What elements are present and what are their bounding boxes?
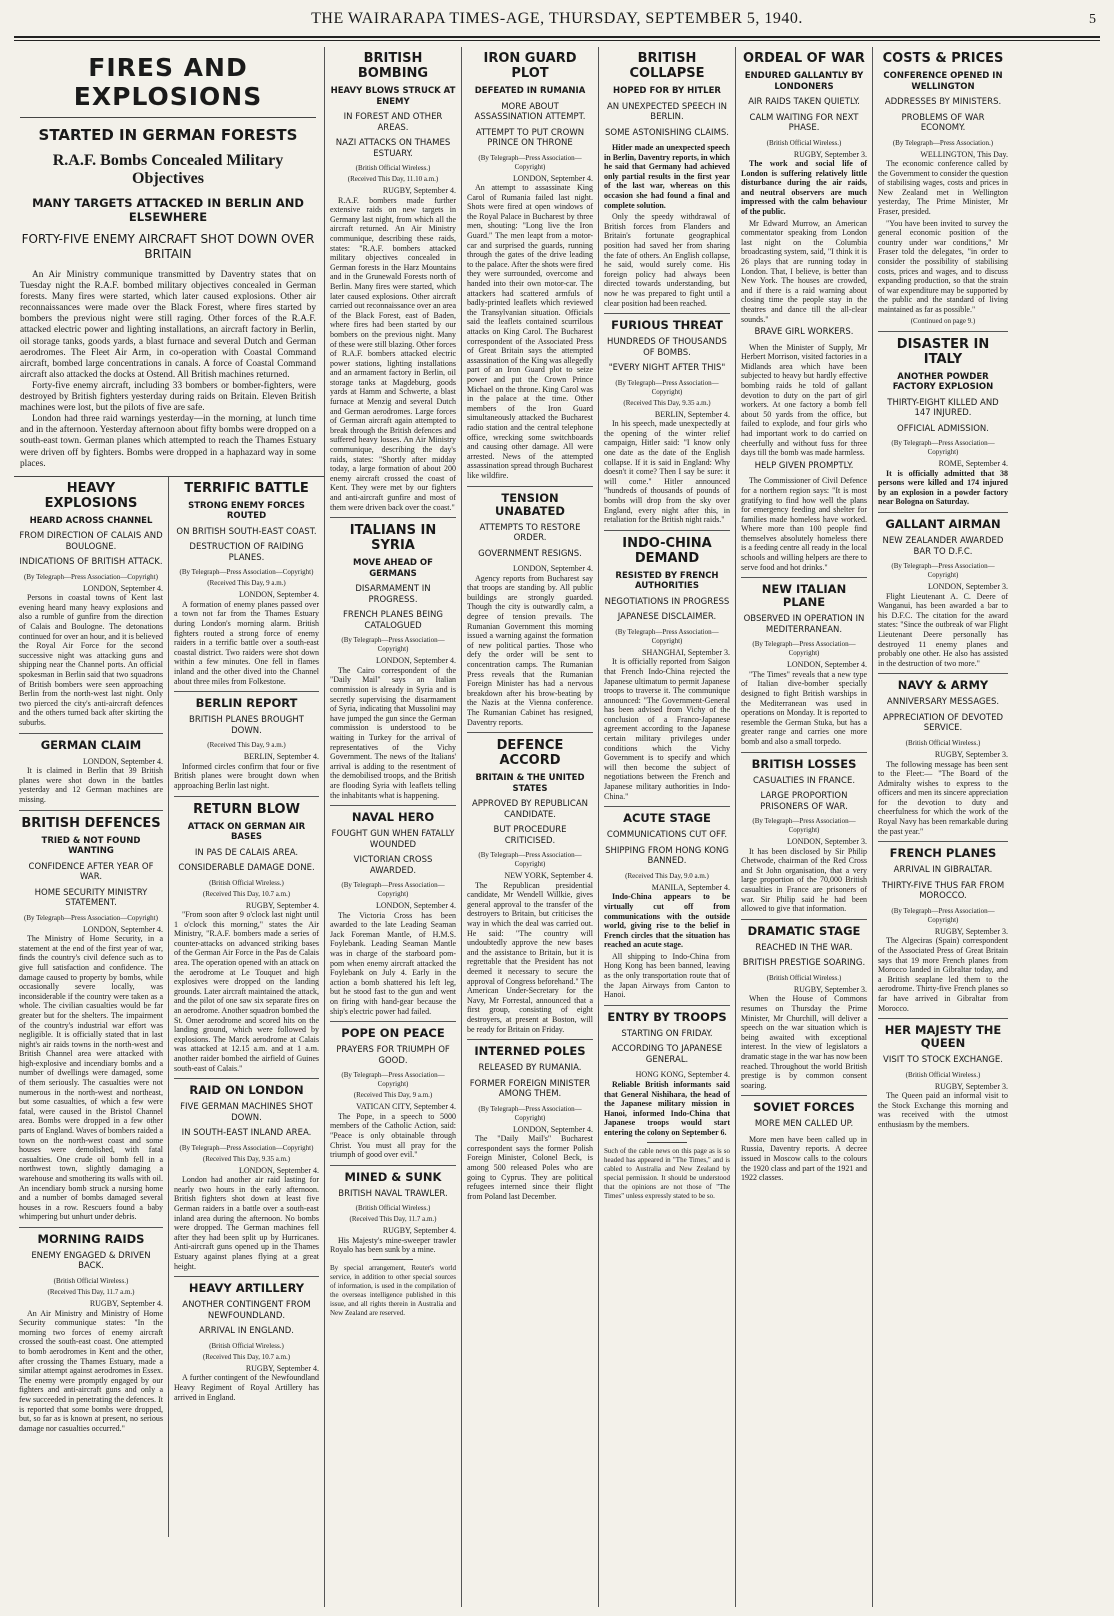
subhead: SHIPPING FROM HONG KONG BANNED.: [605, 845, 729, 867]
subhead: HEAVY BLOWS STRUCK AT ENEMY: [330, 86, 456, 107]
headline: NEW ITALIAN PLANE: [761, 582, 847, 610]
received-time: (Received This Day, 9 a.m.): [207, 741, 286, 750]
article-text: The Queen paid an informal visit to the Stock Exchange this morning and was received with the utmost enthusiasm by the members.: [878, 1091, 1008, 1129]
article-text: "The Times" reveals that a new type of Italian dive-bomber specially designed to fight British warships in the Mediterranean was used in operations on Monday. It is reported to resemble the German Stuka, but has a greater range and carries one more bomb and also a small torpedo.: [741, 669, 867, 746]
subhead: BRAVE GIRL WORKERS.: [754, 327, 854, 338]
article-text: When the Minister of Supply, Mr Herbert Morrison, visited factories in a Midlands area which have been subjected to heavy but hardly effective bombing raids he told of gallant devotion to duty on the part of girl workers. At one factory a bomb fell about 50 yards from the office, but failed to explode, and four girls who had important work to do carried on cheerfully and without fuss for three days till the bomb was made harmless.: [741, 342, 867, 458]
article-text: It is officially reported from Saigon that French Indo-China rejected the Japanese ultimatum to permit Japanese troops to traverse it. The communique announced: "The Government-General has been advised from Vichy of the conclusion of a Franco-Japanese agreement according to the Japanese certain military privileges under conditions which the Vichy Government is to specify and which will then become the subject of negotiations between the French and Japanese military authorities in Indo-China.": [604, 657, 730, 801]
dateline: BERLIN, September 4.: [243, 752, 319, 762]
continued-note: (Continued on page 9.): [910, 316, 976, 325]
credit: (By Telegraph—Press Association—Copyright): [891, 906, 995, 924]
headline: SOVIET FORCES: [753, 1100, 855, 1115]
subhead: VISIT TO STOCK EXCHANGE.: [883, 1055, 1003, 1066]
dateline: LONDON, September 4.: [513, 173, 593, 183]
subhead: ARRIVAL IN GIBRALTAR.: [893, 865, 993, 876]
lead-deck: MANY TARGETS ATTACKED IN BERLIN AND ELSEWHERE: [32, 196, 304, 224]
masthead-title: THE WAIRARAPA TIMES-AGE, THURSDAY, SEPTEMBER 5, 1940.: [311, 10, 803, 27]
subhead: DESTRUCTION OF RAIDING PLANES.: [189, 542, 304, 563]
received-time: (Received This Day, 11.7 a.m.): [47, 1287, 135, 1296]
headline: BRITISH COLLAPSE: [629, 51, 705, 81]
subhead: JAPANESE DISCLAIMER.: [617, 612, 717, 623]
subhead: ANNIVERSARY MESSAGES.: [886, 697, 1000, 708]
received-time: (Received This Day, 11.7 a.m.): [349, 1215, 437, 1224]
column-b: [169, 477, 324, 1537]
subhead: ADDRESSES BY MINISTERS.: [884, 97, 1002, 107]
dateline: RUGBY, September 3.: [934, 926, 1008, 936]
subhead: NEGOTIATIONS IN PROGRESS: [604, 596, 730, 607]
subhead: CONFERENCE OPENED IN WELLINGTON: [883, 71, 1003, 92]
credit: (British Official Wireless.): [905, 1070, 981, 1079]
article-text: A further contingent of the Newfoundland Heavy Regiment of Royal Artillery has arrived in England.: [174, 1373, 319, 1402]
credit: (British Official Wireless.): [355, 164, 431, 172]
article-text: Hitler made an unexpected speech in Berlin, Daventry reports, in which he said that Germany had achieved only partial results in the first year of the last war, whereas on this occasion she had found a final and complete solution.: [604, 143, 730, 210]
article-text: All shipping to Indo-China from Hong Kong has been banned, leaving as the only transportation route that of the Japan Airways from Canton to Hanoi.: [604, 951, 730, 1000]
column-c: [325, 47, 462, 1607]
dateline: LONDON, September 4.: [239, 590, 319, 600]
subhead: RESISTED BY FRENCH AUTHORITIES: [615, 570, 719, 592]
received-time: (Received This Day, 9 a.m.): [353, 1091, 433, 1100]
dateline: LONDON, September 4.: [83, 924, 163, 934]
article-text: The Republican presidential candidate, Mr Wendell Willkie, gives general approval to the transfer of the destroyers to Britain, but criticises the way in which the deal was carried out. He said: "The country will undoubtedly approve the new bases and the assistance to Britain, but it is regrettable that the President has not deemed it necessary to secure the approval of Congress beforehand." The American Under-Secretary for the Navy, Mr Forrestal, announced that a first group, consisting of eight destroyers, at present at Boston, will be ready for Britain on Friday.: [467, 880, 593, 1034]
headline: HEAVY EXPLOSIONS: [44, 480, 138, 511]
subhead: TRIED & NOT FOUND WANTING: [41, 835, 141, 857]
subhead: GOVERNMENT RESIGNS.: [478, 548, 582, 559]
received-time: (Received This Day, 10.7 a.m.): [202, 1352, 291, 1361]
credit: (By Telegraph—Press Association—Copyright): [179, 568, 314, 577]
footnote: By special arrangement, Reuter's world service, in addition to other special sources of information, is used in the compilation of the overseas intelligence published in this issue, and all rights therein in Australia and New Zealand are reserved.: [330, 1264, 456, 1318]
masthead: [14, 10, 1100, 32]
article-text: When the House of Commons resumes on Thursday the Prime Minister, Mr Churchill, will deliver a speech on the war situation which is being awaited with exceptional interest. In the view of legislators a dramatic stage in the war has now been reached. Throughout the world British prestige is by common consent soaring.: [741, 994, 867, 1090]
article-text: It has been disclosed by Sir Philip Chetwode, chairman of the Red Cross and St John organisation, that a very large proportion of the 70,000 British casualties in France are prisoners of war. Sir Philip said he had been allowed to give that information.: [741, 846, 867, 914]
dateline: RUGBY, September 4.: [382, 1226, 456, 1236]
subhead: MORE MEN CALLED UP.: [754, 1119, 854, 1130]
credit: (By Telegraph—Press Association—Copyright): [478, 153, 582, 171]
headline: ORDEAL OF WAR: [743, 51, 865, 66]
footnote: Such of the cable news on this page as is so headed has appeared in "The Times," and is cabled to Australia and New Zealand by special permission. It should be understood that the opinions are not those of "The Times" unless expressly stated to be so.: [604, 1146, 730, 1200]
headline: TENSION UNABATED: [495, 490, 565, 518]
received-time: (Received This Day, 9.0 a.m.): [625, 871, 709, 880]
subhead: PROBLEMS OF WAR ECONOMY.: [901, 112, 985, 133]
subhead: MORE ABOUT ASSASSINATION ATTEMPT.: [474, 101, 586, 122]
credit: (British Official Wireless.): [355, 1204, 431, 1213]
lead-paragraph: Forty-five enemy aircraft, including 33 bombers or bomber-fighters, were destroyed by British fighters yesterday during raids on Britain. Eleven British machines were lost, but the pilots of five are safe.: [20, 380, 316, 414]
article-text: The economic conference called by the Government to consider the question of stabilising wages, costs and prices in New Zealand met in Wellington yesterday, The Prime Minister, Mr Fraser, presided.: [878, 159, 1008, 217]
credit: (By Telegraph—Press Association—Copyright): [752, 817, 856, 835]
headline: FRENCH PLANES: [889, 846, 997, 861]
article-text: A formation of enemy planes passed over a town not far from the Thames Estuary during London's morning alarm. British fighters routed a strong force of enemy raiders in a terrific battle over a south-east coastal district. Two raiders were shot down within a few minutes. One fell in flames inland and the other dived into the Channel about three miles from Folkestone.: [174, 599, 319, 686]
subhead: HUNDREDS OF THOUSANDS OF BOMBS.: [607, 337, 727, 358]
article-text: An Air Ministry and Ministry of Home Security communique states: "In the morning two forces of enemy aircraft crossed the south-east coast. One attempted to bomb aerodromes in Kent and the other, after crossing the Thames Estuary, made a similar attempt against aerodromes in Essex. The enemy were promptly engaged by our fighters and anti-aircraft guns and only a few succeeded in penetrating the defences. It is reported that some bombs were dropped, but, so far as is known at present, no serious damage nor casualties occurred.": [19, 1308, 163, 1433]
article-text: London had another air raid lasting for nearly two hours in the early afternoon. British fighters shot down at least five German raiders in a battle over a south-east inland area during the afternoon. No bombs were dropped. The German machines fell after they had been split up by Hurricanes. Anti-aircraft guns opened up in the Thames Estuary against planes flying at a great height.: [174, 1175, 319, 1271]
subhead: ACCORDING TO JAPANESE GENERAL.: [611, 1044, 723, 1065]
received-time: (Received This Day, 9.35 a.m.): [202, 1154, 291, 1163]
dateline: RUGBY, September 4.: [245, 1363, 319, 1373]
dateline: HONG KONG, September 4.: [635, 1070, 730, 1080]
subhead: IN SOUTH-EAST INLAND AREA.: [181, 1128, 312, 1139]
headline: POPE ON PEACE: [341, 1026, 445, 1041]
dateline: LONDON, September 4.: [376, 901, 456, 911]
dateline: BERLIN, September 4.: [654, 409, 730, 419]
headline: RETURN BLOW: [193, 801, 300, 817]
article-text: Agency reports from Bucharest say that troops are standing by. All public buildings are strongly guarded. Though the city is outwardly calm, a degree of tension prevails. The Rumanian Government this morning issued a warning against the formation of new political parties. Those who defy the order will be sent to concentration camps. The Rumanian Press reveals that the Rumanian Foreign Minister has had a nervous breakdown after his brow-beating by the Nazis at the Vienna conference. The Rumanian Cabinet has resigned, Daventry reports.: [467, 573, 593, 727]
subhead: BRITISH PRESTIGE SOARING.: [742, 958, 866, 969]
subhead: SOME ASTONISHING CLAIMS.: [604, 127, 729, 138]
credit: (By Telegraph—Press Association—Copyright): [891, 439, 995, 457]
column-d: [462, 47, 599, 1607]
article-text: His Majesty's mine-sweeper trawler Royalo has been sunk by a mine.: [330, 1235, 456, 1255]
subhead: ATTACK ON GERMAN AIR BASES: [187, 821, 306, 842]
subhead: PRAYERS FOR TRIUMPH OF GOOD.: [336, 1045, 450, 1066]
dateline: WELLINGTON, This Day.: [920, 149, 1008, 159]
lead-paragraph: An Air Ministry communique transmitted by Daventry states that on Tuesday night the R.A.F. bombed military objectives concealed in German forests. Many fires were started, which later caused explosions. Other air reconnaissances were made over the Black Forest, where fires started by bombers the previous night were still raging. Other forces of the R.A.F. attacked electric power and lighting installations, an aircraft factory in Berlin, oil storage tanks, goods yards, a blast furnace and several Dutch and German aerodromes. The Fleet Air Arm, in co-operation with Coastal Command aircraft, bombed large concentrations in canals. A force of Coastal Command aircraft also attacked the docks at Ostend. All British machines returned.: [20, 270, 316, 380]
headline: BRITISH BOMBING: [357, 51, 429, 81]
headline: INTERNED POLES: [474, 1044, 586, 1059]
dateline: RUGBY, September 3.: [934, 749, 1008, 759]
page-number: 5: [1089, 12, 1096, 27]
credit: (British Official Wireless.): [905, 738, 981, 747]
subhead: BRITISH PLANES BROUGHT DOWN.: [189, 715, 304, 736]
subhead: THIRTY-EIGHT KILLED AND 147 INJURED.: [887, 397, 999, 419]
article-text: The Cairo correspondent of the "Daily Mail" says an Italian commission is already in Syria and is secretly supervising the disarmament of Syria, indicating that Mussolini may have jumped the gun since the German commission is understood to be waiting in Turkey for the arrival of representatives of the Vichy Government. The news of the Italians' arrival is adding to the resentment of the demobilised troops, and the British are flooding Syria with leaflets telling the inhabitants what is happening.: [330, 665, 456, 800]
credit: (British Official Wireless.): [209, 1341, 284, 1350]
lead-deck-2: FORTY-FIVE ENEMY AIRCRAFT SHOT DOWN OVER BRITAIN: [21, 232, 315, 261]
subhead: OFFICIAL ADMISSION.: [897, 423, 989, 434]
dateline: ROME, September 4.: [938, 459, 1008, 469]
subhead: HEARD ACROSS CHANNEL: [29, 515, 153, 526]
headline: TERRIFIC BATTLE: [184, 480, 309, 496]
dateline: RUGBY, September 3.: [793, 984, 867, 994]
subhead: BUT PROCEDURE CRITICISED.: [493, 825, 567, 846]
subhead: HELP GIVEN PROMPTLY.: [754, 460, 854, 471]
headline: DISASTER IN ITALY: [896, 336, 990, 367]
subhead: FIVE GERMAN MACHINES SHOT DOWN.: [180, 1102, 313, 1123]
article-text: The Algeciras (Spain) correspondent of the Associated Press of Great Britain says that 19 more French planes from Morocco landed in Gibraltar today, and a British seaplane led them to the aerodrome. Thirty-five French planes so far have arrived in Gibraltar from Morocco.: [878, 936, 1008, 1013]
credit: (By Telegraph—Press Association—Copyright): [341, 881, 445, 899]
article-text: It is officially admitted that 38 persons were killed and 174 injured by an explosion in a powder factory near Bologna on Saturday.: [878, 468, 1008, 507]
subhead: BRITISH NAVAL TRAWLER.: [338, 1188, 448, 1199]
subhead: AIR RAIDS TAKEN QUIETLY.: [748, 97, 860, 107]
headline: DRAMATIC STAGE: [747, 923, 861, 938]
lead-subhead: R.A.F. Bombs Concealed Military Objectives: [52, 152, 284, 187]
credit: (British Official Wireless.): [766, 138, 842, 147]
headline: HEAVY ARTILLERY: [188, 1281, 305, 1296]
dateline: LONDON, September 4.: [83, 756, 163, 766]
headline: NAVY & ARMY: [897, 678, 989, 693]
received-time: (Received This Day, 11.10 a.m.): [347, 175, 439, 183]
subhead: BRITAIN & THE UNITED STATES: [475, 773, 585, 794]
subhead: VICTORIAN CROSS AWARDED.: [353, 855, 433, 876]
subhead: ATTEMPTS TO RESTORE ORDER.: [479, 522, 581, 543]
subhead: THIRTY-FIVE THUS FAR FROM MOROCCO.: [881, 880, 1005, 902]
subhead: APPRECIATION OF DEVOTED SERVICE.: [882, 712, 1004, 734]
headline: HER MAJESTY THE QUEEN: [884, 1023, 1002, 1051]
article-text: The Victoria Cross has been awarded to the late Leading Seaman Jack Foreman Mantle, of H.M.S. Foylebank. Leading Seaman Mantle was in charge of the starboard pom-pom when enemy aircraft attacked the Foylebank on July 4. Early in the action a bomb shattered his left leg, but he stood fast to the gun and went on firing with hand-gear because the ship's electric power had failed.: [330, 910, 456, 1016]
headline: COSTS & PRICES: [882, 51, 1004, 66]
subhead: ENEMY ENGAGED & DRIVEN BACK.: [31, 1250, 151, 1272]
article-text: Persons in coastal towns of Kent last evening heard many heavy explosions and also a rumble of gunfire from the direction of Calais and Boulogne. The detonations continued for over an hour, and it is believed the Royal Air Force for the second successive night was attacking guns and shipping near the Channel ports. An official spokesman in Berlin said that two squadrons of British bombers were seen approaching Berlin from the north-west last night. Only two pierced the city's anti-aircraft defences and the others turned back after skirting the suburbs.: [19, 593, 163, 727]
headline: NAVAL HERO: [351, 810, 435, 825]
subhead: NEW ZEALANDER AWARDED BAR TO D.F.C.: [882, 536, 1004, 557]
headline: RAID ON LONDON: [189, 1083, 304, 1098]
dateline: MANILA, September 4.: [651, 882, 730, 892]
article-text: "From soon after 9 o'clock last night until 1 o'clock this morning," states the Air Ministry, "R.A.F. bombers made a series of counter-attacks on advanced striking bases of the German Air Force in the Pas de Calais area. The operation opened with an attack on the aerodrome at Le Touquet and high explosives were dropped on the landing grounds. Later aircraft maintained the attack, and the pilot of one saw six separate fires on an aerodrome. Another squadron bombed the St. Omer aerodrome and scored hits on the landing ground, which were followed by explosions. The Marck aerodrome at Calais was attacked at 12.15 a.m. and at 1 a.m. another raider bombed the airfield of Guines south-east of Calais.": [174, 910, 319, 1073]
article-text: Flight Lieutenant A. C. Deere of Wanganui, has been awarded a bar to his D.F.C. The citation for the award states: "Since the outbreak of war Flight Lieutenant Deere personally has destroyed 11 enemy planes and probably one other. He also has assisted in the destruction of two more.": [878, 591, 1008, 668]
subhead: NAZI ATTACKS ON THAMES ESTUARY.: [335, 138, 451, 159]
article-text: Indo-China appears to be virtually cut off from communications with the outside world, giving rise to the belief in French circles that the situation has reached an acute stage.: [604, 892, 730, 950]
dateline: LONDON, September 3.: [928, 582, 1008, 592]
subhead: CONFIDENCE AFTER YEAR OF WAR.: [28, 861, 154, 883]
subhead: CALM WAITING FOR NEXT PHASE.: [749, 112, 859, 133]
subhead: STARTING ON FRIDAY.: [621, 1028, 713, 1039]
subhead: ATTEMPT TO PUT CROWN PRINCE ON THRONE: [475, 127, 585, 148]
subhead: ARRIVAL IN ENGLAND.: [199, 1326, 294, 1337]
subhead: RELEASED BY RUMANIA.: [478, 1063, 582, 1074]
credit: (By Telegraph—Press Association—Copyright): [615, 627, 719, 645]
article-text: In his speech, made unexpectedly at the opening of the winter relief campaign, Hitler said: "I know only one date as the date of the English collapse. If it is said in England: Why doesn't it come? Then I say be sure: it will come." Hitler announced "hundreds of thousands of pounds of bombs will drop from the sky over England, every night after this, in retaliation for the British night raids.": [604, 419, 730, 525]
article-text: The Ministry of Home Security, in a statement at the end of the first year of war, finds the country's civil defence such as to give full satisfaction and confidence. The damage caused to property by bombs, while occasionally severe locally, was inconsiderable if the country were taken as a whole. The civilian casualties would be far greater but for the shelters. The impairment of the country's industrial war effort was negligible. It is officially stated that in last night's air raids towns in the north-west and British Channel area were attacked with high-explosive and incendiary bombs and a number of dwellings were damaged, some of them seriously. The casualties were not numerous in the north-west and northeast, but some casualties, of which a few were fatal, were caused in the Bristol Channel area. Bombs were dropped in a few other parts of England. Waves of bombers raided a town on the north-west coast and some houses were demolished, with fatal casualties. One crude oil bomb fell in a northwest town, slightly damaging a warehouse and smothering its walls with oil. An incendiary bomb struck a nursing home and a number of bombs damaged several houses in a row. Rescuers found a baby whimpering but unhurt under debris.: [19, 934, 163, 1222]
subhead: MOVE AHEAD OF GERMANS: [353, 558, 433, 579]
article-text: Mr Edward Murrow, an American commentator speaking from London last night on the Columbia broadcasting system, said, "I think it is 26 plays that are running today in London. That, I believe, is better than New York. The houses are crowded, and if there is a raid warning about closing time the people stay in the theatres and dance till the all-clear sounds.": [741, 218, 867, 324]
lead-banner: FIRES AND EXPLOSIONS: [20, 53, 316, 118]
dateline: LONDON, September 3.: [787, 837, 867, 847]
column-a: [14, 477, 169, 1537]
dateline: SHANGHAI, September 3.: [642, 647, 730, 657]
masthead-rule: [14, 36, 1100, 41]
headline: BERLIN REPORT: [195, 696, 298, 711]
lead-headline: STARTED IN GERMAN FORESTS: [38, 126, 298, 144]
subhead: FRENCH PLANES BEING CATALOGUED: [343, 610, 443, 631]
credit: (By Telegraph—Press Association—Copyright): [179, 1143, 314, 1152]
received-time: (Received This Day, 9.35 a.m.): [623, 398, 711, 407]
headline: DEFENCE ACCORD: [496, 738, 564, 769]
article-text: The Pope, in a speech to 5000 members of the Catholic Action, said: "Peace is only obtainable through Christ. You must all pray for the triumph of good over evil.": [330, 1111, 456, 1160]
received-time: (Received This Day, 10.7 a.m.): [202, 889, 291, 898]
dateline: VATICAN CITY, September 4.: [356, 1102, 456, 1112]
article-text: Only the speedy withdrawal of British forces from Flanders and Britain's fortunate geographical position had saved her from sharing the fate of others. An English collapse, he said, would surely come. His foreign policy had always been directed towards understanding, but now he was prepared to fight until a clear position had been reached.: [604, 212, 730, 308]
headline: BRITISH LOSSES: [751, 756, 857, 771]
subhead: ANOTHER CONTINGENT FROM NEWFOUNDLAND.: [182, 1300, 311, 1321]
headline: BRITISH DEFENCES: [21, 815, 161, 831]
headline: MINED & SUNK: [344, 1169, 442, 1184]
lead-paragraph: London had three raid warnings yesterday—in the morning, at lunch time and in the afternoon. Yesterday afternoon about fifty bombs were dropped on a south-east town. German planes which attempted to reach the Thames Estuary were driven off by fighters. Bombs were dropped in a haphazard way in some places.: [20, 414, 316, 469]
headline: INDO-CHINA DEMAND: [622, 535, 712, 566]
credit: (By Telegraph—Press Association—Copyright): [24, 572, 158, 581]
subhead: INDICATIONS OF BRITISH ATTACK.: [19, 557, 163, 568]
credit: (By Telegraph—Press Association—Copyright): [478, 851, 582, 869]
article-text: The "Daily Mail's" Bucharest correspondent says the former Polish Foreign Minister, Colonel Beck, is among 500 released Poles who are going to Cyprus. They are political refugees interned since their flight from Poland last December.: [467, 1134, 593, 1201]
article-text: "You have been invited to survey the general economic position of the country under war conditions," Mr Fraser told the delegates, "in order to consider the possibility of stabilising costs, prices and wages, and to discuss expanding production, so that the strain of war expenditure may be supported by the public and the standard of living maintained as far as possible.": [878, 218, 1008, 314]
article-text: R.A.F. bombers made further extensive raids on new targets in Germany last night, from which all the aircraft returned. An Air Ministry communique, describing these raids, states: "R.A.F. bombers attacked military objectives concealed in German forests in the Harz Mountains and in the Grunewald Forests north of Berlin. Many fires were started, which later caused explosions. Other aircraft carried out reconnaissance over an area of the Black Forest, east of Baden, where fires had been started by our bombers on the previous night. Many of these were still blazing. Other forces of R.A.F. bombers attacked electric power stations, lighting installations and an armament factory in Berlin, oil storage tanks at Magdeburg, goods yards at Hamm and Schwerte, a blast furnace at Menzig and several Dutch and German aerodromes. Large forces of German aircraft again attempted to break through the British defences and suffered heavy losses. An Air Ministry communique, describing the day's raids, states: "Shortly after midday today, a large formation of about 200 enemy aircraft crossed the coast of Kent. They were met by our fighters and anti-aircraft gunfire and most of them were driven back over the coast.": [330, 195, 456, 512]
credit: (By Telegraph—Press Association.): [892, 138, 994, 147]
headline: ITALIANS IN SYRIA: [349, 523, 437, 554]
article-text: More men have been called up in Russia, Daventry reports. A decree issued in Moscow calls to the colours the 1920 class and part of the 1921 and 1922 classes.: [741, 1134, 867, 1183]
credit: (By Telegraph—Press Association—Copyright): [752, 640, 856, 658]
dateline: LONDON, September 4.: [513, 564, 593, 573]
headline: GERMAN CLAIM: [40, 737, 142, 752]
subhead: STRONG ENEMY FORCES ROUTED: [188, 500, 305, 522]
subhead: OBSERVED IN OPERATION IN MEDITERRANEAN.: [743, 614, 865, 635]
credit: (British Official Wireless.): [209, 878, 284, 887]
subhead: ANOTHER POWDER FACTORY EXPLOSION: [892, 371, 994, 393]
credit: (British Official Wireless.): [53, 1276, 129, 1285]
dateline: RUGBY, September 3.: [793, 149, 867, 159]
credit: (By Telegraph—Press Association—Copyright): [891, 562, 995, 580]
subhead: DEFEATED IN RUMANIA: [474, 86, 586, 96]
subhead: CASUALTIES IN FRANCE.: [752, 775, 856, 786]
subhead: FORMER FOREIGN MINISTER AMONG THEM.: [469, 1078, 591, 1100]
article-text: The following message has been sent to the Fleet:— "The Board of the Admiralty wishes to express to the officers and men its sincere appreciation for the devotion to duty and cheerfulness for which the work of the Royal Navy has been remarkable during the past year.": [878, 759, 1008, 836]
lead-story: [14, 53, 324, 477]
subhead: LARGE PROPORTION PRISONERS OF WAR.: [760, 791, 848, 812]
subhead: "EVERY NIGHT AFTER THIS": [608, 363, 726, 374]
subhead: COMMUNICATIONS CUT OFF.: [606, 830, 728, 841]
subhead: APPROVED BY REPUBLICAN CANDIDATE.: [471, 799, 588, 820]
credit: (By Telegraph—Press Association—Copyright): [24, 913, 158, 922]
headline: ACUTE STAGE: [623, 811, 711, 826]
credit: (By Telegraph—Press Association—Copyright): [341, 1071, 445, 1089]
subhead: HOPED FOR BY HITLER: [613, 86, 721, 96]
subhead: AN UNEXPECTED SPEECH IN BERLIN.: [606, 101, 728, 122]
headline: ENTRY BY TROOPS: [607, 1009, 727, 1024]
columns: [14, 47, 1100, 1607]
article-text: The work and social life of London is suffering relatively little disturbance during the air raids, and neutral observers are much impressed with the calm behaviour of the public.: [741, 159, 867, 217]
article-text: It is claimed in Berlin that 39 British planes were shot down in the battles yesterday and 12 German machines are missing.: [19, 766, 163, 804]
dateline: RUGBY, September 4.: [245, 900, 319, 910]
subhead: FOUGHT GUN WHEN FATALLY WOUNDED: [331, 829, 455, 850]
subhead: REACHED IN THE WAR.: [755, 942, 853, 953]
subhead: HOME SECURITY MINISTRY STATEMENT.: [34, 887, 148, 909]
headline: IRON GUARD PLOT: [483, 51, 577, 81]
article-text: The Commissioner of Civil Defence for a northern region says: "It is most gratifying to find how well the plans for emergency feeding and shelter for families made homeless have worked. Where more than 100 people find themselves absolutely homeless there is a feeding centre all ready in the local schools and willing helpers are there to serve food and hot drinks.": [741, 476, 867, 572]
dateline: LONDON, September 4.: [376, 656, 456, 666]
dateline: RUGBY, September 4.: [382, 186, 456, 195]
column-e: [599, 47, 736, 1607]
headline: FURIOUS THREAT: [611, 318, 723, 333]
dateline: LONDON, September 4.: [83, 583, 163, 593]
lead-subcolumns: [14, 477, 324, 1537]
dateline: RUGBY, September 3.: [934, 1081, 1008, 1091]
credit: (By Telegraph—Press Association—Copyright): [615, 378, 719, 396]
column-g: [873, 47, 1013, 1607]
article-text: Reliable British informants said that General Nishihara, the head of the Japanese military mission in Hanoi, informed Indo-China that Japanese troops would start entering the colony on September 6.: [604, 1079, 730, 1137]
dateline: RUGBY, September 4.: [89, 1298, 163, 1308]
column-f: [736, 47, 873, 1607]
credit: (By Telegraph—Press Association—Copyright): [478, 1104, 582, 1122]
subhead: ENDURED GALLANTLY BY LONDONERS: [744, 71, 864, 92]
dateline: NEW YORK, September 4.: [504, 871, 593, 881]
headline: MORNING RAIDS: [37, 1231, 145, 1246]
subhead: ON BRITISH SOUTH-EAST COAST.: [176, 526, 317, 537]
subhead: DISARMAMENT IN PROGRESS.: [355, 584, 431, 605]
received-time: (Received This Day, 9 a.m.): [207, 579, 286, 588]
dateline: LONDON, September 4.: [513, 1124, 593, 1134]
credit: (By Telegraph—Press Association—Copyright): [341, 636, 445, 654]
subhead: FROM DIRECTION OF CALAIS AND BOULOGNE.: [19, 531, 163, 552]
dateline: LONDON, September 4.: [787, 660, 867, 670]
subhead: CONSIDERABLE DAMAGE DONE.: [178, 863, 315, 873]
dateline: LONDON, September 4.: [239, 1165, 319, 1175]
subhead: IN FOREST AND OTHER AREAS.: [343, 112, 443, 133]
article-text: Informed circles confirm that four or five British planes were brought down when approaching Berlin last night.: [174, 761, 319, 790]
article-text: An attempt to assassinate King Carol of Rumania failed last night. Shots were fired at open windows of the Royal Palace in Bucharest by three men, shouting: "Long live the Iron Guard." The men leapt from a motor-car and surprised the guards, running through the gates of the drive leading to the palace. After the shots were fired they were surrounded, overcome and handed into their own motor-car. The attackers had scattered armfuls of badly-printed leaflets which reviewed the Transylvanian situation. Officials said the leaflets contained scurrilous attacks on King Carol. The Bucharest correspondent of the Associated Press of Great Britain says the attempted assassination of the King was allegedly part of an Iron Guard plot to seize power and put the Crown Prince Michael on the throne. King Carol was in the palace at the time. Other members of the Iron Guard simultaneously attacked the Bucharest radio station and the central telephone office, wrecking some switchboards and causing other damage. All were arrested. News of the attempted assassination spread through Bucharest like wildfire.: [467, 183, 593, 480]
subhead: IN PAS DE CALAIS AREA.: [194, 847, 299, 858]
credit: (British Official Wireless.): [766, 973, 842, 982]
lead-block: [14, 47, 325, 1607]
headline: GALLANT AIRMAN: [885, 517, 1001, 532]
